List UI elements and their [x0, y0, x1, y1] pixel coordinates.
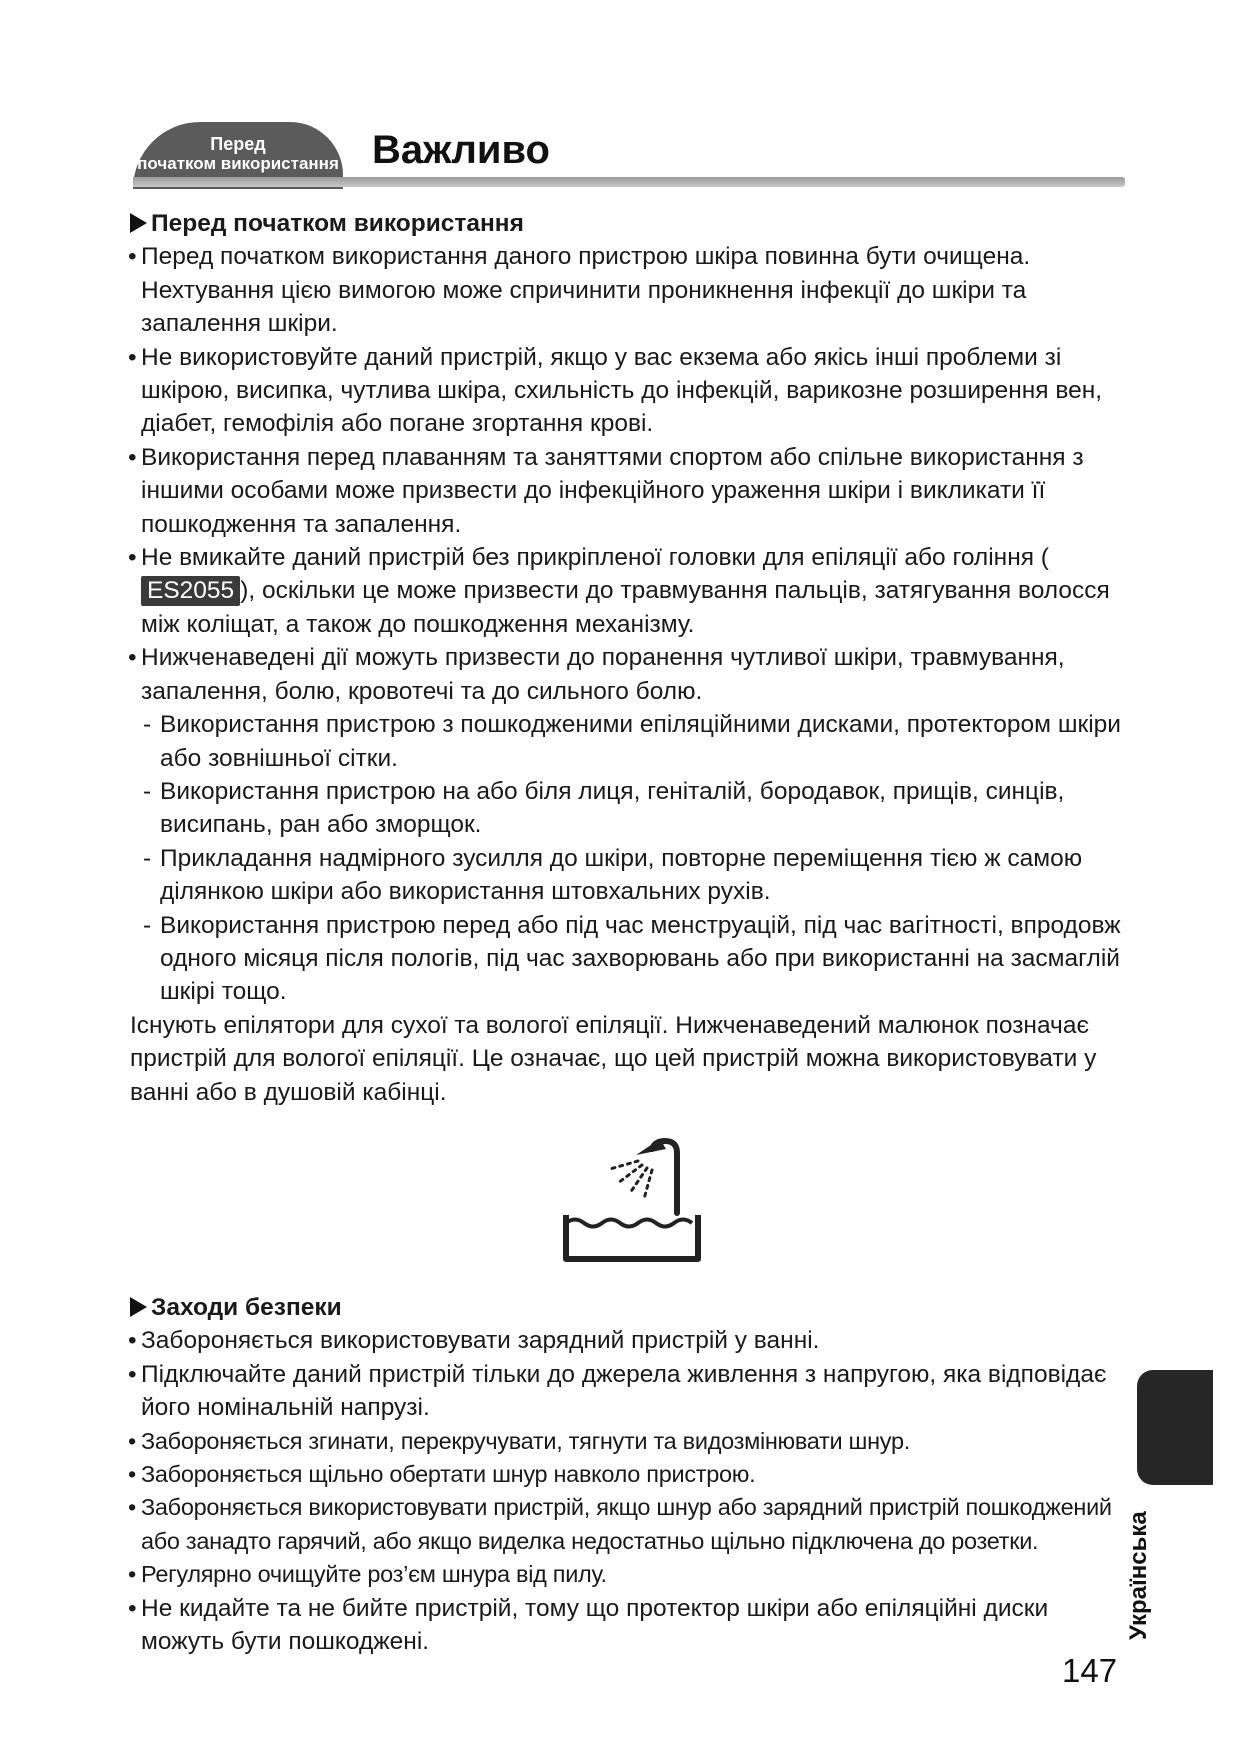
list-item: • Нижченаведені дії можуть призвести до поранення чутливої шкіри, травмування, запалення, болю, кровотечі та до сильного болю. [130, 641, 1130, 708]
section-heading-before-use: Перед початком використання [130, 207, 1130, 240]
list-item: • Не кидайте та не бийте пристрій, тому що протектор шкіри або епіляційні диски можуть бути пошкоджені. [130, 1592, 1130, 1659]
language-tab [1137, 1370, 1213, 1485]
list-item-text: Не вмикайте даний пристрій без прикріпленої головки для епіляції або гоління ( [141, 544, 1049, 572]
list-item: • Забороняється використовувати зарядний пристрій у ванні. [130, 1324, 1130, 1357]
language-label: Українська [1125, 1511, 1152, 1640]
section-tab-line1: Перед [210, 134, 266, 154]
main-content [130, 207, 1130, 1658]
list-item: • Підключайте даний пристрій тільки до джерела живлення з напругою, яка відповідає його номінальній напрузі. [130, 1358, 1130, 1425]
section-tab-line2: початком використання [137, 154, 339, 173]
list-item: • Забороняється використовувати пристрій, якщо шнур або зарядний пристрій пошкоджений або занадто гарячий, або якщо виделка недостатньо щільно підключена до розетки. [130, 1491, 1130, 1558]
model-badge: ES2055 [141, 576, 240, 606]
header-rule [133, 177, 1125, 187]
list-item: • Використання перед плаванням та заняттями спортом або спільне використання з іншими особами може призвести до інфекційного ураження шкіри і викликати її пошкодження та запалення. [130, 441, 1130, 541]
list-item-text: ), оскільки це може призвести до травмування пальців, затягування волосся між коліщат, а також до пошкодження механізму. [141, 577, 1110, 638]
shower-bath-icon [552, 1135, 712, 1265]
list-item: • Регулярно очищуйте роз’єм шнура від пилу. [130, 1558, 1130, 1591]
page-number: 147 [1062, 1652, 1118, 1689]
wet-dry-paragraph: Існують епілятори для сухої та вологої епіляції. Нижченаведений малюнок позначає пристрій для вологої епіляції. Це означає, що цей пристрій можна використовувати у ванні або в душовій кабінці. [130, 1011, 1097, 1106]
dash-item: - Використання пристрою з пошкодженими епіляційними дисками, протектором шкіри або зовнішньої сітки. [130, 708, 1130, 775]
list-item: • Забороняється згинати, перекручувати, тягнути та видозмінювати шнур. [130, 1425, 1130, 1458]
list-item: • Перед початком використання даного пристрою шкіра повинна бути очищена. Нехтування цією вимогою може спричинити проникнення інфекції до шкіри та запалення шкіри. [130, 240, 1130, 340]
dash-item: - Використання пристрою перед або під час менструацій, під час вагітності, впродовж одного місяця після пологів, під час захворювань або при використанні на засмаглій шкірі тощо. [130, 909, 1130, 1009]
list-item: • Не використовуйте даний пристрій, якщо у вас екзема або якісь інші проблеми зі шкірою, висипка, чутлива шкіра, схильність до інфекцій, варикозне розширення вен, діабет, гемофілія або погане згортання крові. [130, 341, 1130, 441]
triangle-bullet-icon [130, 1297, 147, 1317]
list-item [130, 541, 1130, 641]
section-heading-safety: Заходи безпеки [130, 1291, 1130, 1324]
dash-item: - Використання пристрою на або біля лиця, геніталій, бородавок, прищів, синців, висипань, ран або зморщок. [130, 775, 1130, 842]
list-item: • Забороняється щільно обертати шнур навколо пристрою. [130, 1458, 1130, 1491]
page-title: Важливо [372, 128, 550, 172]
dash-item: - Прикладання надмірного зусилля до шкіри, повторне переміщення тією ж самою ділянкою шкіри або використання штовхальних рухів. [130, 842, 1130, 909]
triangle-bullet-icon [130, 213, 147, 233]
